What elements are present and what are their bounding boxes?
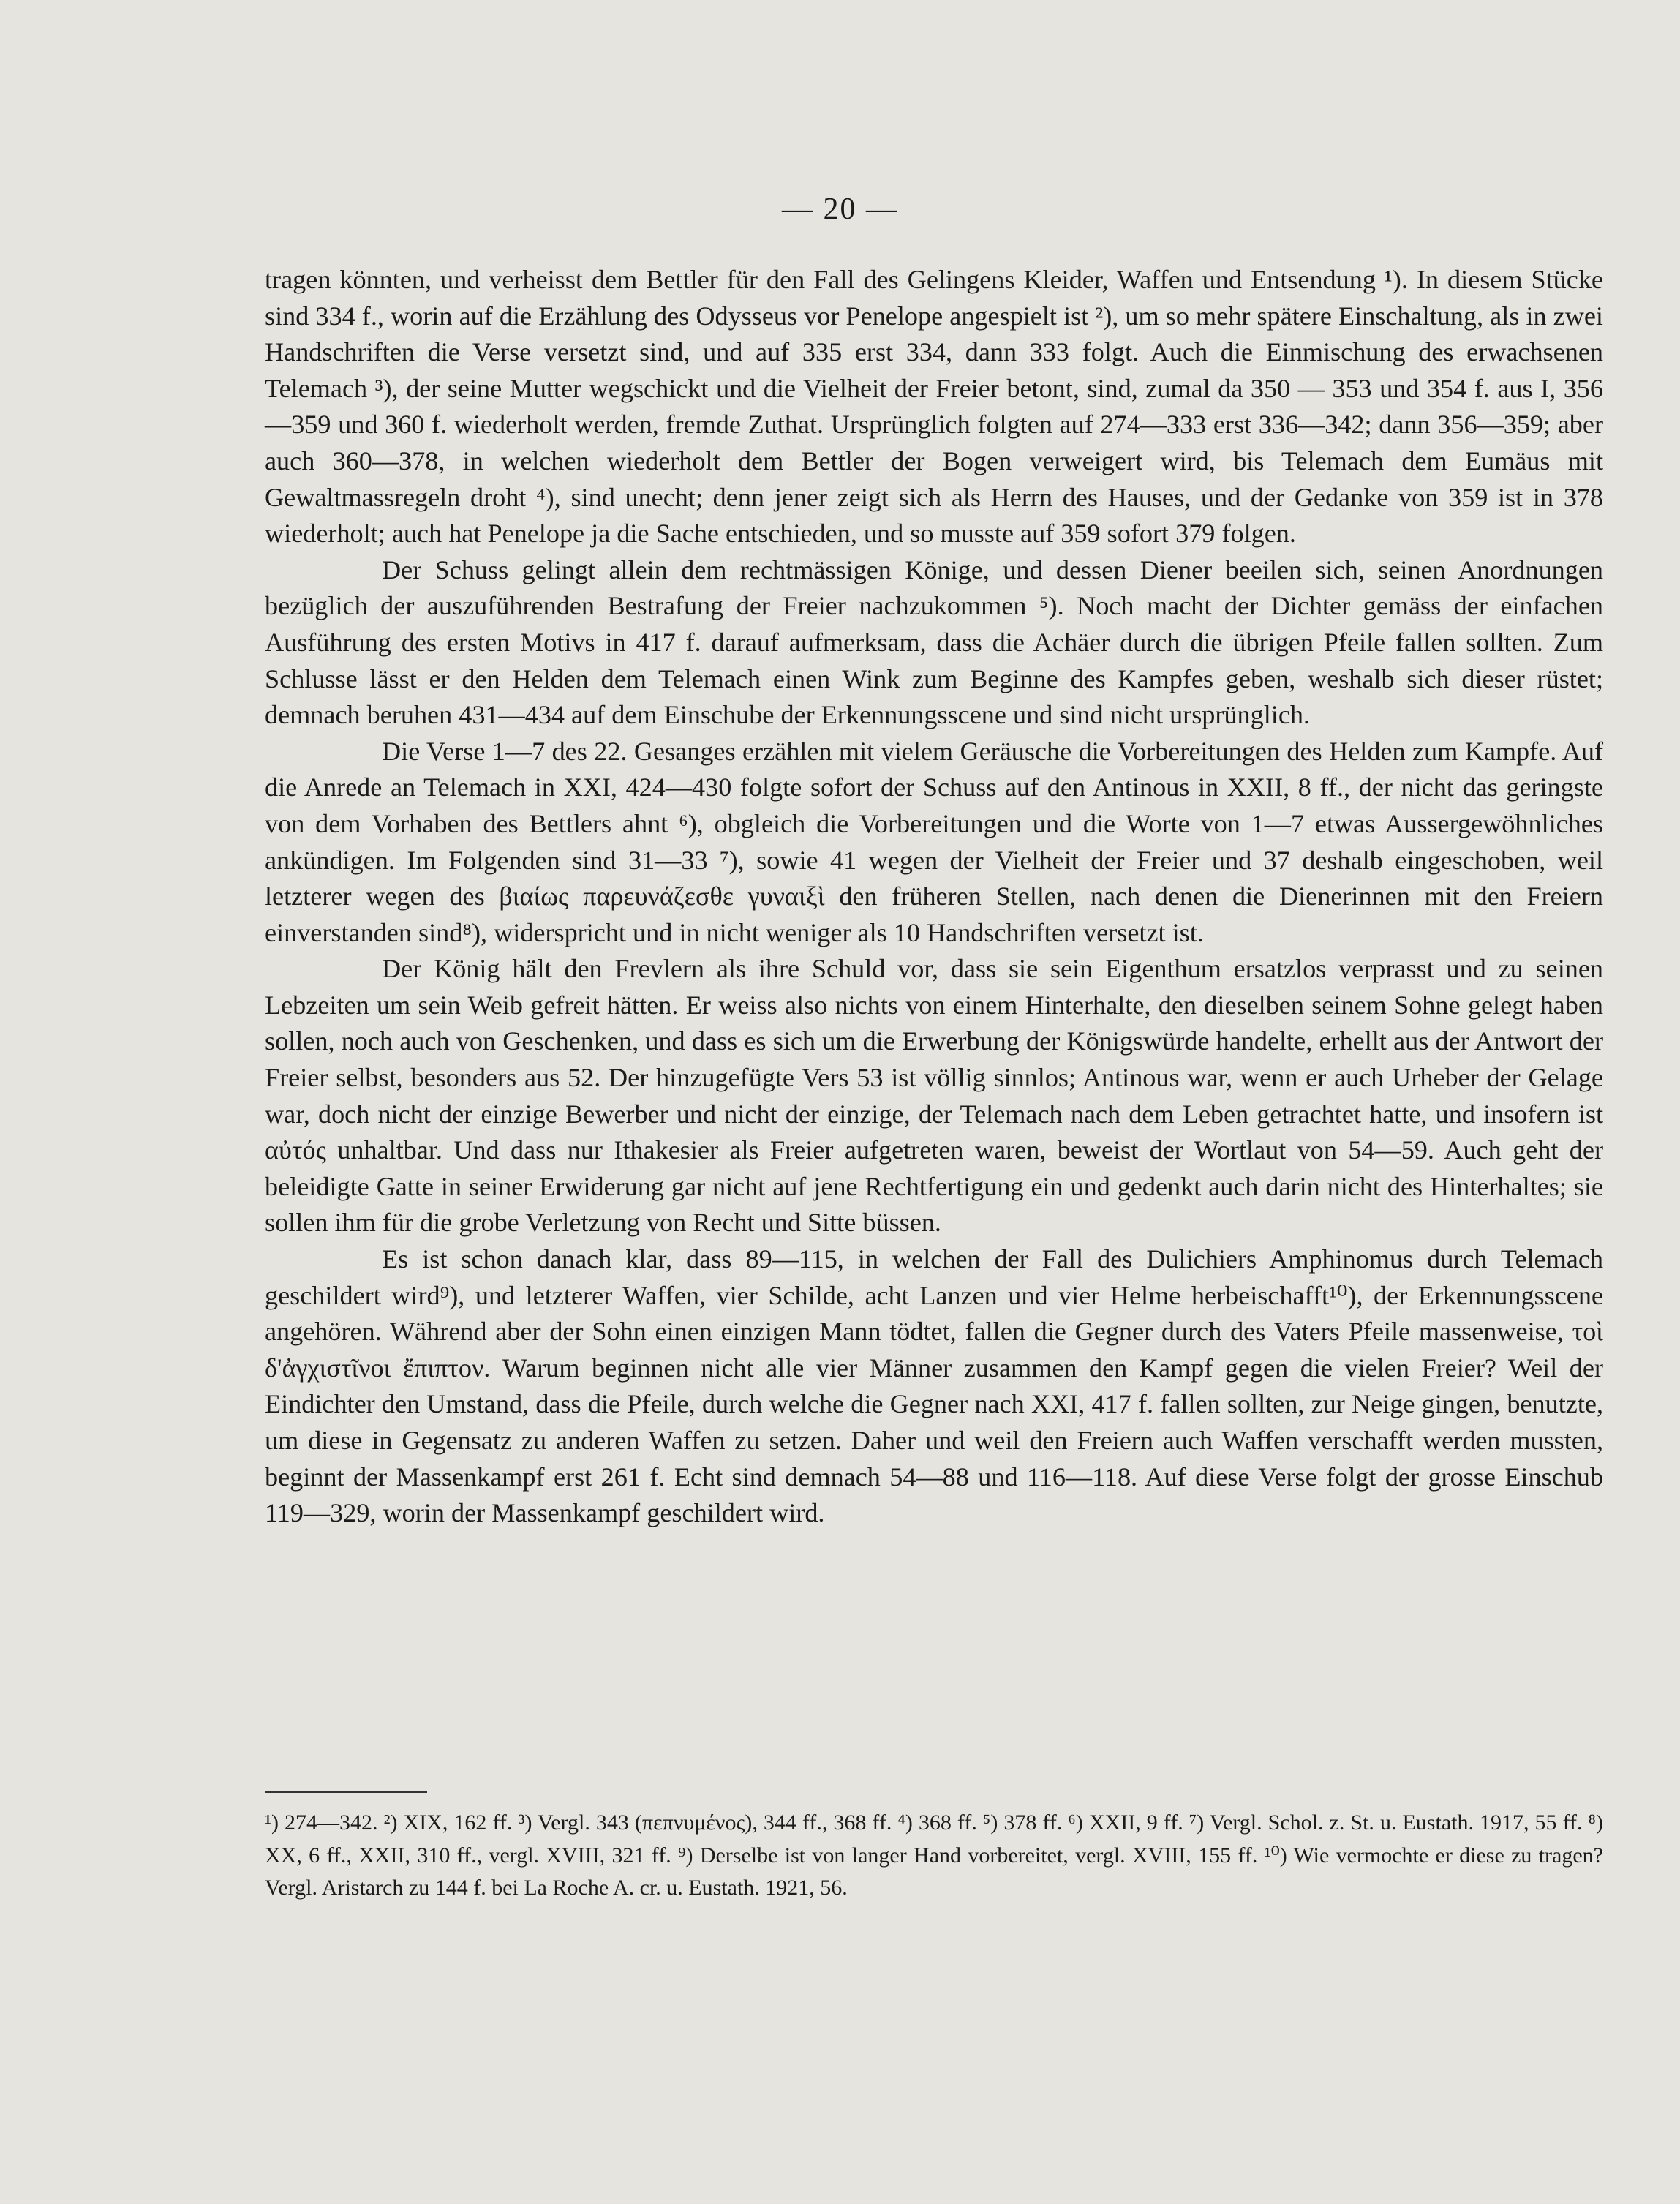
paragraph-4: Der König hält den Frevlern als ihre Schuld vor, dass sie sein Eigenthum ersatzlos verprasst und zu seinen Lebzeiten um sein Weib gefreit hätten. Er weiss also nichts von einem Hinterhalte, den dieselben seinem Sohne gelegt haben sollen, noch auch von Geschenken, und dass es sich um die Erwerbung der Königswürde handelte, erhellt aus der Antwort der Freier selbst, besonders aus 52. Der hinzugefügte Vers 53 ist völlig sinnlos; Antinous war, wenn er auch Urheber der Gelage war, doch nicht der einzige Bewerber und nicht der einzige, der Telemach nach dem Leben getrachtet hatte, und insofern ist αὐτός unhaltbar. Und dass nur Ithakesier als Freier aufgetreten waren, beweist der Wortlaut von 54—59. Auch geht der beleidigte Gatte in seiner Erwiderung gar nicht auf jene Rechtfertigung ein und gedenkt auch darin nicht des Hinterhaltes; sie sollen ihm für die grobe Verletzung von Recht und Sitte büssen. [265,954,1603,1238]
footnote-divider [265,1791,427,1793]
paragraph-3: Die Verse 1—7 des 22. Gesanges erzählen mit vielem Geräusche die Vorbereitungen des Helden zum Kampfe. Auf die Anrede an Telemach in XXI, 424—430 folgte sofort der Schuss auf den Antinous in XXII, 8 ff., der nicht das geringste von dem Vorhaben des Bettlers ahnt ⁶), obgleich die Vorbereitungen und die Worte von 1—7 etwas Aussergewöhnliches ankündigen. Im Folgenden sind 31—33 ⁷), sowie 41 wegen der Vielheit der Freier und 37 deshalb eingeschoben, weil letzterer wegen des βιαίως παρευνάζεσθε γυναιξὶ den früheren Stellen, nach denen die Dienerinnen mit den Freiern einverstanden sind⁸), widerspricht und in nicht weniger als 10 Handschriften versetzt ist. [265,736,1603,947]
paragraph-5: Es ist schon danach klar, dass 89—115, in welchen der Fall des Dulichiers Amphinomus durch Telemach geschildert wird⁹), und letzterer Waffen, vier Schilde, acht Lanzen und vier Helme herbeischafft¹⁰), der Erkennungsscene angehören. Während aber der Sohn einen einzigen Mann tödtet, fallen die Gegner durch des Vaters Pfeile massenweise, τοὶ δ'ἀγχιστῖνοι ἔπιπτον. Warum beginnen nicht alle vier Männer zusammen den Kampf gegen die vielen Freier? Weil der Eindichter den Umstand, dass die Pfeile, durch welche die Gegner nach XXI, 417 f. fallen sollten, zur Neige gingen, benutzte, um diese in Gegensatz zu anderen Waffen zu setzen. Daher und weil den Freiern auch Waffen verschafft werden mussten, beginnt der Massenkampf erst 261 f. Echt sind demnach 54—88 und 116—118. Auf diese Verse folgt der grosse Einschub 119—329, worin der Massenkampf geschildert wird. [265,1244,1603,1528]
footnotes: ¹) 274—342. ²) XIX, 162 ff. ³) Vergl. 343 (πεπνυμένος), 344 ff., 368 ff. ⁴) 368 ff. ⁵) 378 ff. ⁶) XXII, 9 ff. ⁷) Vergl. Schol. z. St. u. Eustath. 1917, 55 ff. ⁸) XX, 6 ff., XXII, 310 ff., vergl. XVIII, 321 ff. ⁹) Derselbe ist von langer Hand vorbereitet, vergl. XVIII, 155 ff. ¹⁰) Wie vermochte er diese zu tragen? Vergl. Aristarch zu 144 f. bei La Roche A. cr. u. Eustath. 1921, 56. [265,1810,1603,1900]
page-number: — 20 — [782,192,898,226]
paragraph-2: Der Schuss gelingt allein dem rechtmässigen Könige, und dessen Diener beeilen sich, seinen Anordnungen bezüglich der auszuführenden Bestrafung der Freier nachzukommen ⁵). Noch macht der Dichter gemäss der einfachen Ausführung des ersten Motivs in 417 f. darauf aufmerksam, dass die Achäer durch die übrigen Pfeile fallen sollten. Zum Schlusse lässt er den Helden dem Telemach einen Wink zum Beginne des Kampfes geben, weshalb sich dieser rüstet; demnach beruhen 431—434 auf dem Einschube der Erkennungsscene und sind nicht ursprünglich. [265,554,1603,730]
paragraph-1: tragen könnten, und verheisst dem Bettler für den Fall des Gelingens Kleider, Waffen und Entsendung ¹). In diesem Stücke sind 334 f., worin auf die Erzählung des Odysseus vor Penelope angespielt ist ²), um so mehr spätere Einschaltung, als in zwei Handschriften die Verse versetzt sind, und auf 335 erst 334, dann 333 folgt. Auch die Einmischung des erwachsenen Telemach ³), der seine Mutter wegschickt und die Vielheit der Freier betont, sind, zumal da 350 — 353 und 354 f. aus I, 356—359 und 360 f. wiederholt werden, fremde Zuthat. Ursprünglich folgten auf 274—333 erst 336—342; dann 356—359; aber auch 360—378, in welchen wiederholt dem Bettler der Bogen verweigert wird, bis Telemach dem Eumäus mit Gewaltmassregeln droht ⁴), sind unecht; denn jener zeigt sich als Herrn des Hauses, und der Gedanke von 359 ist in 378 wiederholt; auch hat Penelope ja die Sache entschieden, und so musste auf 359 sofort 379 folgen. [265,265,1603,549]
main-text [265,262,1603,1532]
